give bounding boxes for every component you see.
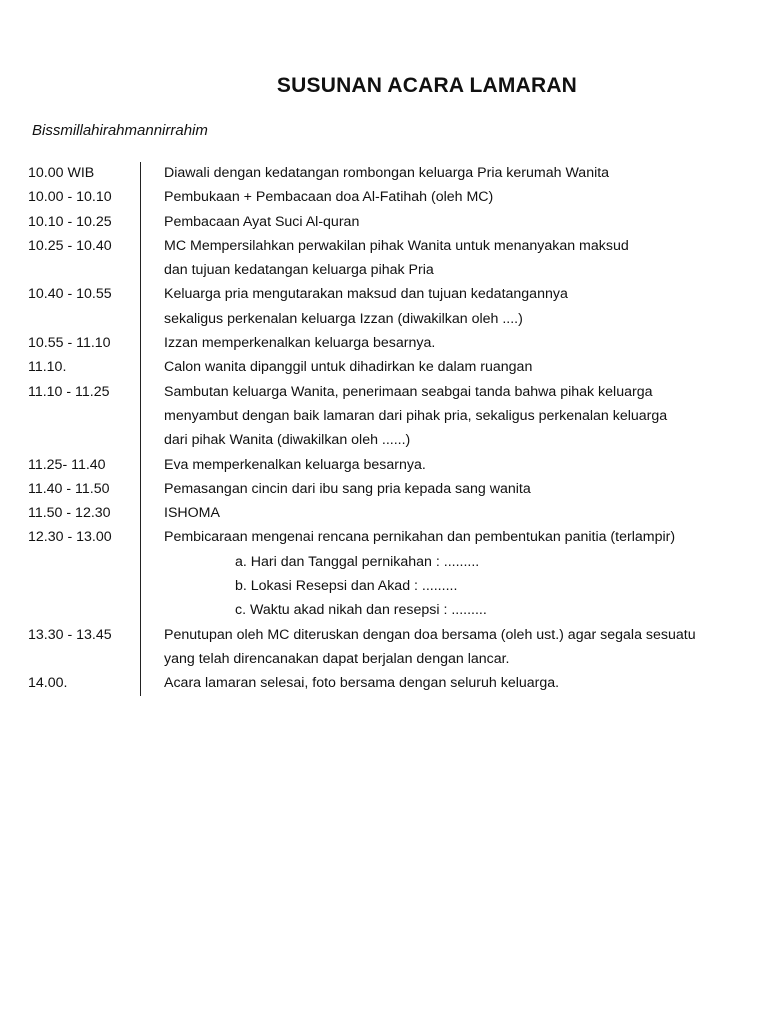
schedule-row bbox=[28, 185, 748, 209]
description-line: Calon wanita dipanggil untuk dihadirkan ke dalam ruangan bbox=[164, 359, 533, 376]
schedule-time: 10.00 WIB bbox=[28, 165, 95, 181]
schedule-description bbox=[164, 501, 748, 525]
schedule-description bbox=[164, 525, 748, 622]
description-line: yang telah direncanakan dapat berjalan dengan lancar. bbox=[164, 650, 510, 667]
schedule-description bbox=[164, 671, 748, 695]
schedule-description bbox=[164, 380, 748, 453]
description-line: Acara lamaran selesai, foto bersama dengan seluruh keluarga. bbox=[164, 675, 560, 692]
schedule-time: 12.30 - 13.00 bbox=[28, 529, 112, 546]
document-title: SUSUNAN ACARA LAMARAN bbox=[276, 74, 578, 97]
schedule-description bbox=[164, 210, 748, 234]
schedule-row bbox=[28, 671, 748, 695]
schedule-time: 10.55 - 11.10 bbox=[28, 335, 111, 352]
description-line: Eva memperkenalkan keluarga besarnya. bbox=[164, 456, 426, 473]
schedule-row bbox=[28, 210, 748, 234]
schedule-time: 11.10 - 11.25 bbox=[28, 383, 110, 400]
description-line: menyambut dengan baik lamaran dari pihak pria, sekaligus perkenalan keluarga bbox=[164, 407, 668, 424]
description-line: ISHOMA bbox=[164, 505, 220, 522]
schedule-time: 11.10. bbox=[28, 359, 67, 376]
document-subtitle: Bissmillahirahmannirrahim bbox=[32, 122, 208, 139]
schedule-time: 11.25- 11.40 bbox=[28, 456, 106, 473]
schedule-time: 11.40 - 11.50 bbox=[28, 480, 110, 497]
schedule-description bbox=[164, 234, 748, 283]
sub-item: c. Waktu akad nikah dan resepsi : ......... bbox=[235, 602, 487, 619]
schedule-row bbox=[28, 477, 748, 501]
schedule-time: 10.10 - 10.25 bbox=[28, 213, 112, 230]
description-line: Pembacaan Ayat Suci Al-quran bbox=[164, 213, 360, 230]
schedule-row bbox=[28, 331, 748, 355]
description-line: Pemasangan cincin dari ibu sang pria kepada sang wanita bbox=[164, 480, 531, 497]
sub-item-list bbox=[164, 550, 748, 623]
description-line: Penutupan oleh MC diteruskan dengan doa bersama (oleh ust.) agar segala sesuatu bbox=[164, 626, 696, 643]
description-line: Diawali dengan kedatangan rombongan keluarga Pria kerumah Wanita bbox=[164, 165, 610, 181]
schedule-row bbox=[28, 380, 748, 453]
schedule-row bbox=[28, 525, 748, 622]
schedule-row bbox=[28, 355, 748, 379]
schedule-description bbox=[164, 623, 748, 672]
schedule-description bbox=[164, 185, 748, 209]
schedule-time: 11.50 - 12.30 bbox=[28, 505, 111, 522]
description-line: Keluarga pria mengutarakan maksud dan tujuan kedatangannya bbox=[164, 286, 568, 303]
schedule-row bbox=[28, 282, 748, 331]
schedule-description bbox=[164, 355, 748, 379]
description-line: sekaligus perkenalan keluarga Izzan (diwakilkan oleh ....) bbox=[164, 310, 523, 327]
sub-item: a. Hari dan Tanggal pernikahan : ......... bbox=[235, 553, 480, 570]
description-line: Pembicaraan mengenai rencana pernikahan dan pembentukan panitia (terlampir) bbox=[164, 529, 676, 546]
schedule-time: 10.00 - 10.10 bbox=[28, 189, 112, 206]
schedule-time: 10.25 - 10.40 bbox=[28, 237, 112, 254]
schedule-description bbox=[164, 282, 748, 331]
sub-item: b. Lokasi Resepsi dan Akad : ......... bbox=[235, 578, 458, 595]
schedule-row bbox=[28, 234, 748, 283]
schedule-time: 10.40 - 10.55 bbox=[28, 286, 112, 303]
schedule-row bbox=[28, 453, 748, 477]
schedule-table bbox=[28, 161, 748, 696]
schedule-description bbox=[164, 331, 748, 355]
schedule-time: 13.30 - 13.45 bbox=[28, 626, 112, 643]
description-line: dan tujuan kedatangan keluarga pihak Pria bbox=[164, 262, 434, 279]
description-line: MC Mempersilahkan perwakilan pihak Wanita untuk menanyakan maksud bbox=[164, 237, 629, 254]
schedule-row bbox=[28, 501, 748, 525]
description-line: Pembukaan + Pembacaan doa Al-Fatihah (oleh MC) bbox=[164, 189, 494, 206]
schedule-time: 14.00. bbox=[28, 675, 68, 692]
description-line: Izzan memperkenalkan keluarga besarnya. bbox=[164, 335, 436, 352]
description-line: Sambutan keluarga Wanita, penerimaan seabgai tanda bahwa pihak keluarga bbox=[164, 383, 653, 400]
schedule-row bbox=[28, 623, 748, 672]
schedule-row bbox=[28, 161, 748, 185]
schedule-description bbox=[164, 453, 748, 477]
schedule-description bbox=[164, 161, 748, 185]
description-line: dari pihak Wanita (diwakilkan oleh ......) bbox=[164, 432, 411, 449]
schedule-description bbox=[164, 477, 748, 501]
